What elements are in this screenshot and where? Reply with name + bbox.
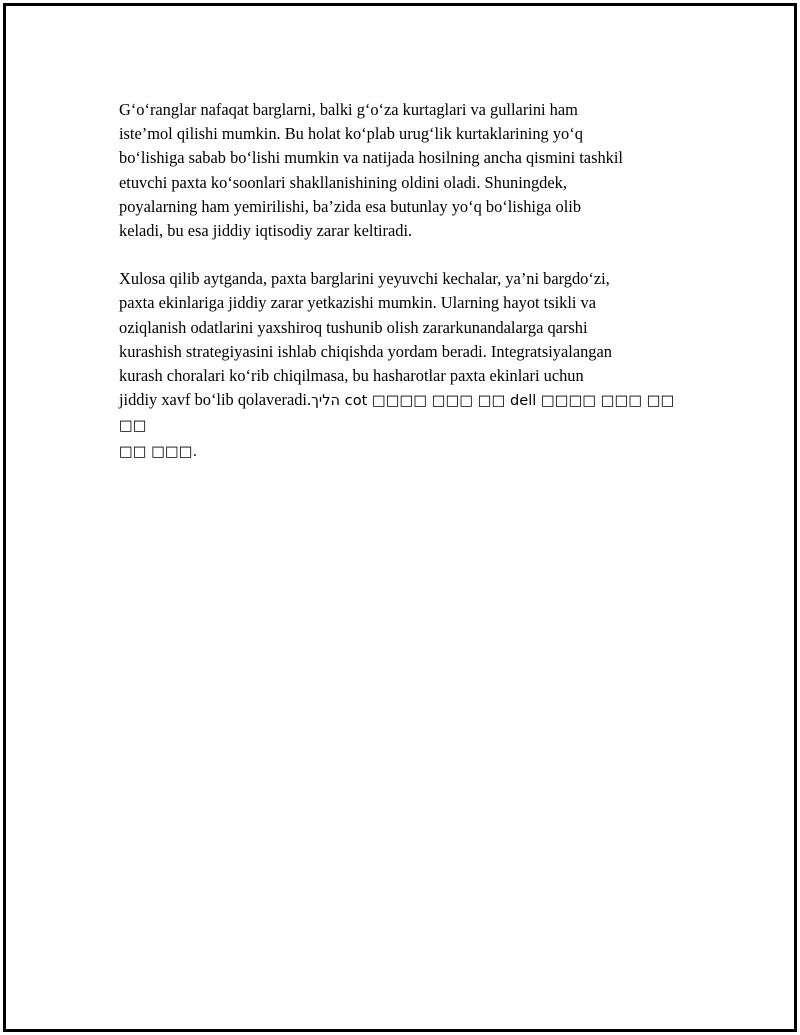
paragraph-1: G‘o‘ranglar nafaqat barglarni, balki g‘o‘za kurtaglari va gullarini ham iste’mol qilishi mumkin. Bu holat ko‘plab urug‘lik kurtaklarining yo‘q bo‘lishiga sabab bo‘lishi mumkin va natijada hosilning ancha qismini tashkil etuvchi paxta ko‘soonlari shakllanishining oldini oladi. Shuningdek, poyalarning ham yemirilishi, ba’zida esa butunlay yo‘q bo‘lishiga olib keladi, bu esa jiddiy iqtisodiy zarar keltiradi.	[119, 100, 623, 241]
page-frame	[3, 3, 797, 1032]
paragraph-2-garbled-tail: הליך cot □□□□ □□□ □□ dell □□□□ □□□ □□ □□ □□ □□□.	[119, 392, 675, 460]
document-body	[119, 98, 699, 488]
paragraph-2	[119, 267, 699, 464]
paragraph-2-text: Xulosa qilib aytganda, paxta barglarini yeyuvchi kechalar, ya’ni bargdo‘zi, paxta ekinlariga jiddiy zarar yetkazishi mumkin. Ularning hayot tsikli va oziqlanish odatlarini yaxshiroq tushunib olish zararkunandalarga qarshi kurashish strategiyasini ishlab chiqishda yordam beradi. Integratsiyalangan kurash choralari ko‘rib chiqilmasa, bu hasharotlar paxta ekinlari uchun	[119, 269, 612, 386]
paragraph-2-last-line-start: jiddiy xavf bo‘lib qolaveradi.	[119, 390, 312, 410]
